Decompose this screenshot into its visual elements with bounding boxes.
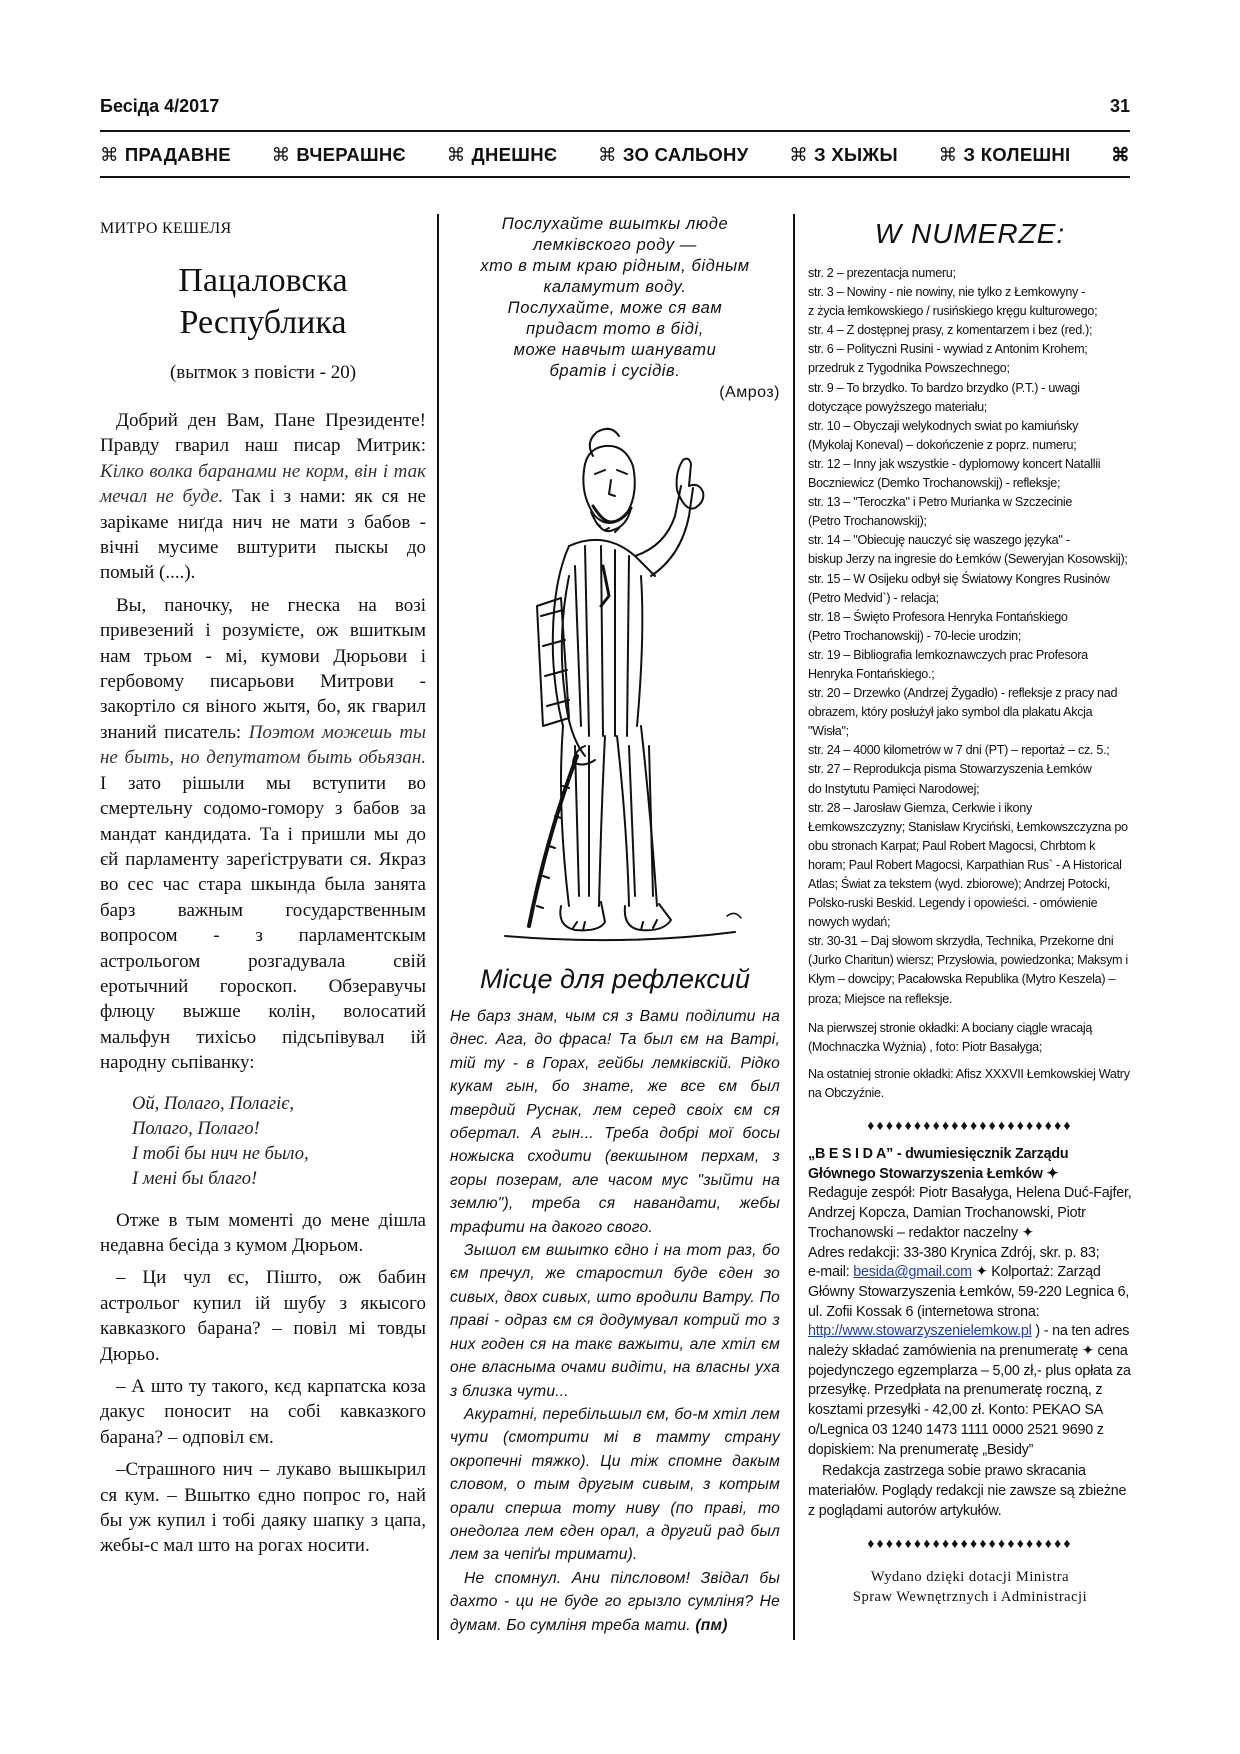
column-divider-right [793, 214, 795, 1640]
verse-line: І тобі бы нич не было, [132, 1143, 309, 1164]
distribution-text: Kolportaż: Zarząd Główny Stowarzyszenia Łemków, 59-220 Legnica 6, ul. Zofii Kossak 6 (internetowa strona: [808, 1264, 1130, 1320]
section-mark-icon: ⌘ [1111, 144, 1130, 165]
toc-line: str. 15 – W Osijeku odbył się Światowy Kongres Rusinów (Petro Medvid`) - relacja; [808, 571, 1110, 605]
section-label: З ХЫЖЫ [814, 144, 898, 165]
section-label: ПРАДАВНЕ [124, 144, 231, 165]
paragraph: Зышол єм вшытко єдно і на тот раз, бо єм пречул, же старостил буде єден зо сивых, двох сивых, што вродили Ватру. По праві - одраз єм ся додумувал котрий то з них годен ся на такє важыти, але хтіл єм оне власныма очами видіти, на власны уха з близка чути... [450, 1242, 780, 1400]
section-mark-icon: ⌘ [938, 144, 958, 165]
poem-line: придаст тото в біді, [526, 320, 704, 338]
table-of-contents [808, 264, 1132, 1009]
toc-line: str. 13 – "Teroczka" i Petro Murianka w Szczecinie [808, 495, 1073, 510]
verse-line: І мені бы благо! [132, 1168, 258, 1189]
imprint-rights: Redakcja zastrzega sobie prawo skracania materiałów. Poglądy redakcji nie zawsze są zbieżne z poglądami autorów artykułów. [808, 1463, 1127, 1519]
email-link[interactable]: besida@gmail.com [853, 1264, 972, 1281]
paragraph [100, 593, 426, 1076]
poem-author: (Амроз) [719, 384, 780, 401]
paragraph-text: Так і з нами: як ся не зарікаме ниґда нич не мати з бабов - вічні мусиме вштурити пыскы до помый (....). [100, 486, 426, 584]
toc-line: str. 20 – Drzewko (Andrzej Żygadło) - refleksje z pracy nad obrazem, który posłużył jako symbol dla plakatu Akcja "Wisła"; [808, 686, 1118, 739]
cover-back-note: Na ostatniej stronie okładki: Afisz XXXVII Łemkowskiej Watry na Obczyźnie. [808, 1066, 1130, 1100]
section-label: З КОЛЕШНІ [963, 144, 1071, 165]
toc-line: str. 24 – 4000 kilometrów w 7 dni (PT) – reportaż – cz. 5.; [808, 743, 1110, 758]
toc-line: przedruk z Tygodnika Powszechnego; [808, 361, 1010, 376]
toc-line: str. 12 – Inny jak wszystkie - dyplomowy koncert Natallii Boczniewicz (Demko Trochanowskij) - refleksje; [808, 456, 1101, 491]
article-title [100, 260, 426, 344]
section-item [447, 144, 558, 166]
toc-line: str. 14 – "Obiecuję nauczyć się waszego języka" - [808, 533, 1070, 548]
column-divider-left [437, 214, 439, 1640]
toc-line: biskup Jerzy na ingresie do Łemków (Seweryjan Kosowskij); [808, 552, 1128, 567]
paragraph: –Страшного нич – лукаво вышкырил ся кум. – Вшытко єдно попрос го, най бы уж купил і тобі даяку шапку з цапа, жебы-с мал што на рогах носити. [100, 1459, 426, 1557]
cover-notes [808, 1019, 1132, 1103]
section-item [939, 144, 1071, 166]
poem-line: хто в тым краю рідным, бідным [480, 257, 750, 275]
paragraph-text: Вы, паночку, не гнеска на возі привезений і розумієте, ож вшиткым нам трьом - мі, кумови Дюрьови і гербовому писарьови Митрови - закортіло ся віного жытя, бо, як гварил знаний писатель: [100, 594, 426, 743]
imprint-editors-text: Redaguje zespół: Piotr Basałyga, Helena Duć-Fajfer, Andrzej Kopcza, Damian Trochanowski, Piotr Trochanowski – redaktor naczelny [808, 1185, 1132, 1241]
toc-line: str. 9 – To brzydko. To bardzo brzydko (P.T.) - uwagi [808, 380, 1080, 395]
quote: Поэтом можешь ты не быть, но депутатом быть обьязан. [100, 721, 426, 769]
section-mark-icon: ⌘ [789, 144, 809, 165]
section-nav [100, 142, 1130, 168]
article-column [100, 214, 426, 1566]
toc-line: str. 18 – Święto Profesora Henryka Fontańskiego [808, 609, 1068, 624]
paragraph: – Ци чул єс, Пішто, ож бабин астрольог купил ій шубу з якысого кавказкого барана? – повіл мі товды Дюрьо. [100, 1267, 426, 1365]
song-verse [132, 1092, 426, 1192]
poem-line: Послухайте вшыткы люде [501, 215, 729, 233]
reflection-body [450, 1005, 780, 1637]
paragraph: – А што ту такого, кєд карпатска коза дакус поносит на собі кавказкого барана? – одповіл єм. [100, 1376, 426, 1448]
paragraph: Акуратні, перебільшыл єм, бо-м хтіл лем чути (смотрити мі в тамту страну окропечні тяжко). Ци тіж спомне дакым словом, о тым другым сивым, з котрым орали спершa тоту ниву (по праві, то онедолга лем єден орал, а другий рад был лем за чепіґы тримати). [450, 1405, 780, 1564]
imprint-title: „B E S I D A” - dwumiesięcznik Zarządu Głównego Stowarzyszenia Łemków ✦ [808, 1146, 1069, 1182]
verse-line: Ой, Полаго, Полагіє, [132, 1093, 295, 1114]
article-author: МИТРО КЕШЕЛЯ [100, 220, 232, 237]
paragraph-text: І зато рішыли мы вступити во смертельну содомо-гомору з бабов за мандат кандидата. Та і пришли мы до єй парламенту зареґіструвати ся. Якраз во сес час стара шкында была занята барз важным государственным вопросом - з парламентскым астрольогом розгадувала свій еротычний гороскоп. Обзеравучы флюцу выжше колін, волосатий мальфун тихісьо підсьпівувал ій народну сьпіванку: [100, 772, 426, 1074]
paragraph [100, 408, 426, 586]
contents-column [808, 214, 1132, 1607]
email-label: e-mail: [808, 1264, 854, 1281]
toc-line: str. 27 – Reprodukcja pisma Stowarzyszenia Łemków [808, 762, 1092, 777]
toc-line: str. 3 – Nowiny - nie nowiny, nie tylko z Łemkowyny - [808, 285, 1086, 300]
toc-line: str. 4 – Z dostępnej prasy, z komentarzem i bez (red.); [808, 323, 1093, 338]
toc-line: z życia łemkowskiego / rusińskiego kręgu kulturowego; [808, 304, 1098, 319]
poem-line: братів і сусідів. [549, 362, 681, 380]
header-rule-top [100, 130, 1130, 132]
toc-line: str. 10 – Obyczaji welykodnych swiat po kamiuńsky [808, 418, 1079, 433]
section-mark-icon: ⌘ [271, 144, 291, 165]
imprint [808, 1145, 1132, 1521]
section-item [789, 144, 898, 166]
imprint-editors: Redaguje zespół: Piotr Basałyga, Helena Duć-Fajfer, Andrzej Kopcza, Damian Trochanowski, Piotr Trochanowski – redaktor naczelny ✦ [808, 1185, 1132, 1241]
signature: (пм) [695, 1616, 728, 1634]
cover-front-note: Na pierwszej stronie okładki: A bociany ciągle wracają (Mochnaczka Wyżnia) , foto: Piotr Basałyga; [808, 1020, 1093, 1054]
article-subtitle: (вытмок з повісти - 20) [169, 362, 357, 383]
poem-line: може навчыт шанувати [513, 341, 717, 359]
section-item [100, 144, 231, 166]
poem-line: лемківского роду — [533, 236, 697, 254]
toc-line: str. 19 – Bibliografia lemkoznawczych prac Profesora [808, 647, 1088, 662]
toc-line: (Mykolaj Koneval) – dokończenie z poprz. numeru; [808, 437, 1077, 452]
reflection-column [450, 214, 780, 1637]
toc-line: do Instytutu Pamięci Narodowej; [808, 781, 980, 796]
price-text: cena pojedynczego egzemplarza – 5,00 zł,- plus opłata za przesyłkę. Przedpłata na prenumeratę roczną, z kosztami przesyłki - 42,00 zł. Konto: PEKAO SA o/Legnica 03 1240 1473 1111 0000 2521 9690 z dopiskiem: Na prenumeratę „Besidy” [808, 1343, 1131, 1458]
section-label: ВЧЕРАШНЄ [296, 144, 406, 165]
poem-line: каламутит воду. [543, 278, 687, 296]
toc-line: dotyczące powyższego materiału; [808, 399, 987, 414]
section-label: ЗО САЛЬОНУ [622, 144, 749, 165]
toc-line: str. 6 – Polityczni Rusini - wywiad z Antonim Krohem; [808, 342, 1088, 357]
paragraph: Отже в тым моменті до мене дішла недавна бесіда з кумом Дюрьом. [100, 1209, 426, 1256]
toc-line: (Petro Trochanowskij) - 70-lecie urodzin; [808, 628, 1022, 643]
section-item [272, 144, 406, 166]
paragraph-text: Не спомнул. Ани пілсловом! Звідал бы дахто - ци не буде го грызло сумліня? Не думам. Бо сумліня треба мати. [450, 1569, 780, 1634]
epigraph-poem [450, 214, 780, 382]
toc-line: Henryka Fontańskiego.; [808, 666, 935, 681]
article-body [100, 408, 426, 1559]
page-header [100, 96, 1130, 124]
article-title-line1: Пацаловска [178, 262, 348, 299]
section-item [598, 144, 748, 166]
page-number: 31 [1109, 96, 1130, 116]
imprint-contact: e-mail: besida@gmail.com ✦ Kolportaż: Zarząd Główny Stowarzyszenia Łemków, 59-220 Legnica 6, ul. Zofii Kossak 6 (internetowa strona: http://www.stowarzyszenielemkow.pl ) - na ten adres należy składać zamówienia na prenumeratę ✦ cena pojedynczego egzemplarza – 5,00 zł,- plus opłata za przesyłkę. Przedpłata na prenumeratę roczną, z kosztami przesyłki - 42,00 zł. Konto: PEKAO SA o/Legnica 03 1240 1473 1111 0000 2521 9690 z dopiskiem: Na prenumeratę „Besidy” [808, 1264, 1131, 1458]
dotation-line: Spraw Wewnętrznych i Administracji [852, 1589, 1088, 1606]
contents-heading: W NUMERZE: [874, 218, 1066, 249]
imprint-title-text: „B E S I D A” - dwumiesięcznik Zarządu Głównego Stowarzyszenia Łemków [808, 1146, 1069, 1182]
quote: Кілко волка баранами не корм, він і так мечал не буде. [100, 460, 426, 508]
paragraph-text: Добрий ден Вам, Пане Президенте! Правду гварил наш писар Митрик: [100, 410, 426, 457]
article-title-line2: Республика [179, 304, 347, 341]
paragraph [450, 1567, 780, 1637]
diamond-divider: ♦♦♦♦♦♦♦♦♦♦♦♦♦♦♦♦♦♦♦♦♦♦ [867, 1119, 1073, 1135]
dotation-note [808, 1567, 1132, 1607]
dotation-line: Wydano dzięki dotacji Ministra [870, 1569, 1070, 1586]
paragraph: Не барз знам, чым ся з Вами поділити на днес. Ага, до фраса! Та был єм на Ватрі, тій ту - в Горах, гейбы лемківскій. Рідко кукам гын, бо знате, же все єм был твердий Руснак, лем серед своіх єм ся обертал. А гын... Треба добрі мої босы ножыска сходити (векшыном перхам, з горы позерам, але часом мус "зыйти на землю"), треба ся навандати, жебы трафити на дакого свого. [450, 1008, 780, 1236]
toc-line: str. 30-31 – Daj słowom skrzydła, Technika, Przekorne dni (Jurko Charitun) wiersz; Przysłowia, powiedzonka; Maksym i Kłym – dowcipy; Pacałowska Republika (Mytro Keszela) – proza; Miejsce na refleksje. [808, 934, 1128, 1006]
toc-line: str. 2 – prezentacja numeru; [808, 266, 956, 280]
issue-label: Бесіда 4/2017 [100, 96, 220, 116]
verse-line: Полаго, Полаго! [132, 1118, 260, 1139]
poem-line: Послухайте, може ся вам [507, 299, 723, 317]
orders-text: ) - na ten adres należy składać zamówienia na prenumeratę [808, 1323, 1130, 1360]
diamond-divider-bottom: ♦♦♦♦♦♦♦♦♦♦♦♦♦♦♦♦♦♦♦♦♦♦ [867, 1537, 1073, 1553]
section-mark-icon: ⌘ [446, 144, 466, 165]
header-rule-bottom [100, 176, 1130, 178]
old-man-illustration [465, 416, 765, 956]
section-mark-icon: ⌘ [598, 144, 617, 165]
toc-line: str. 28 – Jarosław Giemza, Cerkwie i ikony Łemkowszczyzny; Stanisław Kryciński, Łemkowszczyzna po obu stronach Karpat; Paul Robert Magocsi, Chrbtom k horam; Paul Robert Magocsi, Karpathian Rus` - A Historical Atlas; Świat za tekstem (wyd. zbiorowe); Andrzej Potocki, Polsko-ruski Beskid. Legendy i opowieści. - omówienie nowych wydań; [808, 800, 1128, 930]
imprint-address: Adres redakcji: 33-380 Krynica Zdrój, skr. p. 83; [808, 1244, 1100, 1261]
section-label: ДНЕШНЄ [471, 144, 558, 165]
toc-line: (Petro Trochanowskij); [808, 514, 927, 529]
reflection-heading: Місце для рефлексий [480, 964, 750, 994]
website-link[interactable]: http://www.stowarzyszenielemkow.pl [808, 1323, 1032, 1340]
section-mark-icon: ⌘ [100, 144, 119, 165]
